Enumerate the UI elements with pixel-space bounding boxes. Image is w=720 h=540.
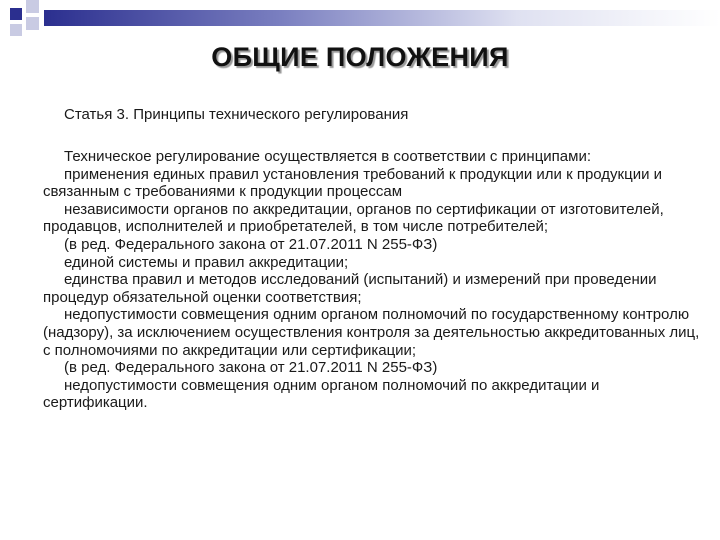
paragraph: применения единых правил установления требований к продукции или к продукции и связанным с требованиями к продукции процессам — [43, 165, 663, 201]
paragraph: единства правил и методов исследований (испытаний) и измерений при проведении процедур обязательной оценки соответствия; — [43, 271, 657, 306]
body-text — [43, 148, 703, 412]
decor-square-light — [26, 0, 39, 13]
paragraph: Техническое регулирование осуществляется в соответствии с принципами: — [64, 148, 591, 165]
paragraph: недопустимости совмещения одним органом полномочий по государственному контролю (надзору), за исключением осуществления контроля за деятельностью аккредитованных лиц, с полномочиями по аккредитации или сертификации; — [43, 306, 700, 359]
paragraph: (в ред. Федерального закона от 21.07.2011 N 255-ФЗ) — [64, 235, 438, 253]
decor-square-light — [10, 24, 22, 36]
decor-square-light — [26, 17, 39, 30]
paragraph: независимости органов по аккредитации, органов по сертификации от изготовителей, продавцов, исполнителей и приобретателей, в том числе потребителей; — [43, 200, 664, 236]
paragraph: (в ред. Федерального закона от 21.07.2011 N 255-ФЗ) — [64, 359, 438, 377]
decor-square-dark — [10, 8, 22, 20]
slide-title: ОБЩИЕ ПОЛОЖЕНИЯ — [211, 42, 509, 72]
header-gradient-bar — [44, 10, 720, 26]
article-heading: Статья 3. Принципы технического регулирования — [64, 106, 409, 123]
paragraph: недопустимости совмещения одним органом полномочий по аккредитации и сертификации. — [43, 376, 600, 412]
paragraph: единой системы и правил аккредитации; — [64, 253, 349, 271]
